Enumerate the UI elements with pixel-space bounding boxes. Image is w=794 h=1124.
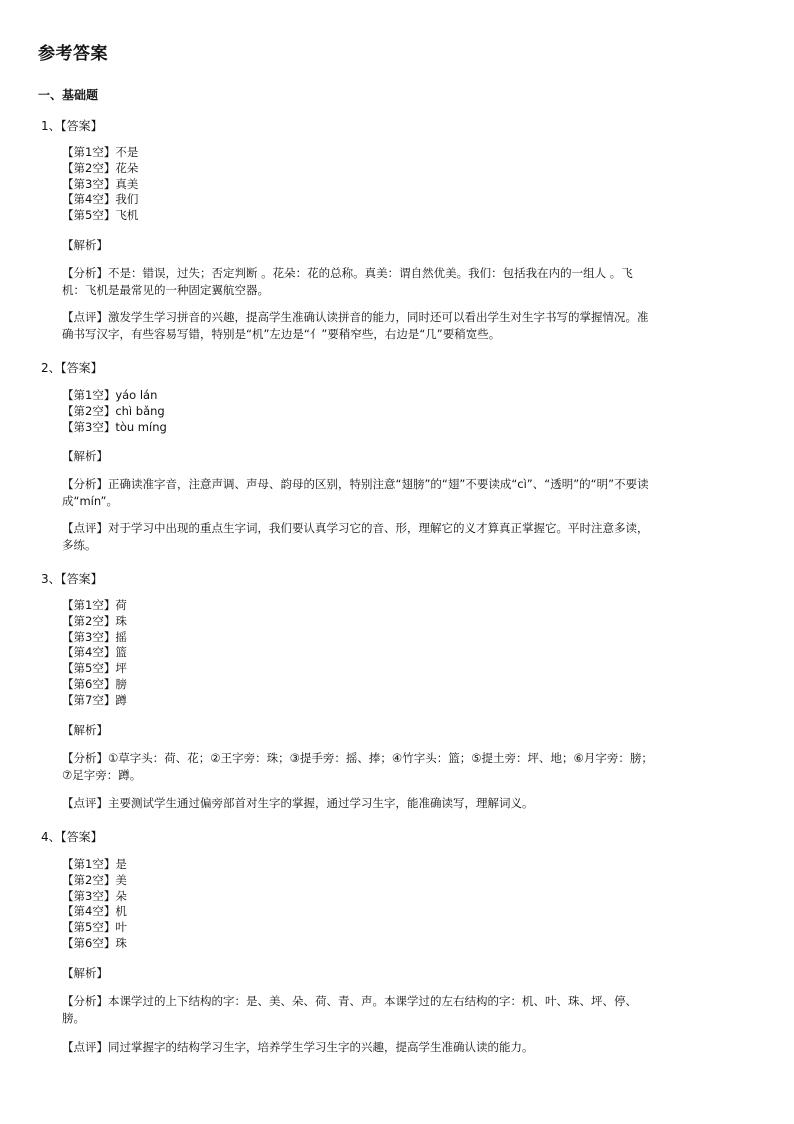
answer-blank: 【第1空】不是 xyxy=(62,145,139,159)
answer-blank: 【第3空】朵 xyxy=(62,888,127,903)
fenxi-line: 成“mín”。 xyxy=(62,493,118,508)
question-4-analysis-label: 【解析】 xyxy=(62,966,108,980)
answer-blank: 【第1空】是 xyxy=(62,857,127,871)
answer-blank: 【第3空】tòu míng xyxy=(62,419,167,434)
answer-blank: 【第1空】yáo lán xyxy=(62,388,158,402)
question-2-dianping xyxy=(62,520,712,553)
question-4-dianping xyxy=(62,1039,712,1056)
dianping-line: 【点评】同过掌握字的结构学习生字，培养学生学习生字的兴趣，提高学生准确认读的能力。 xyxy=(62,1040,534,1054)
dianping-line: 【点评】对于学习中出现的重点生字词，我们要认真学习它的音、形，理解它的义才算真正掌握它。平时注意多读， xyxy=(62,521,649,535)
answer-blank: 【第4空】我们 xyxy=(62,192,139,207)
question-3-dianping xyxy=(62,795,712,812)
question-1-analysis-label: 【解析】 xyxy=(62,238,108,252)
answer-blank: 【第5空】飞机 xyxy=(62,208,139,223)
question-3-analysis-label: 【解析】 xyxy=(62,723,108,737)
dianping-line: 多练。 xyxy=(62,537,97,552)
question-2-analysis-label: 【解析】 xyxy=(62,449,108,463)
question-2-fenxi xyxy=(62,476,712,509)
answer-blank: 【第2空】chì bǎng xyxy=(62,403,165,418)
question-4-answers xyxy=(62,857,127,952)
dianping-line: 【点评】主要测试学生通过偏旁部首对生字的掌握，通过学习生字，能准确读写，理解词义。 xyxy=(62,796,534,810)
question-1-answers xyxy=(62,145,138,224)
fenxi-line: 【分析】①草字头：荷、花；②王字旁：珠；③提手旁：摇、捧；④竹字头：篮；⑤提土旁：坪、地；⑥月字旁：膀； xyxy=(62,751,653,765)
fenxi-line: ⑦足字旁：蹲。 xyxy=(62,767,142,782)
dianping-line: 确书写汉字，有些容易写错，特别是“机”左边是“亻”要稍窄些，右边是“几”要稍宽些。 xyxy=(62,326,501,341)
dianping-line: 【点评】激发学生学习拼音的兴趣，提高学生准确认读拼音的能力，同时还可以看出学生对生字书写的掌握情况。准 xyxy=(62,310,649,324)
fenxi-line: 膀。 xyxy=(62,1010,85,1025)
answer-blank: 【第1空】荷 xyxy=(62,598,127,612)
question-4-heading: 4、【答案】 xyxy=(41,830,103,844)
answer-blank: 【第3空】摇 xyxy=(62,629,127,644)
question-3-answers xyxy=(62,598,127,709)
answer-blank: 【第5空】叶 xyxy=(62,920,127,935)
question-4-fenxi xyxy=(62,993,712,1026)
question-1-fenxi xyxy=(62,265,712,298)
question-3-heading: 3、【答案】 xyxy=(41,572,103,586)
answer-blank: 【第2空】珠 xyxy=(62,613,127,628)
answer-blank: 【第6空】膀 xyxy=(62,676,127,691)
question-3-fenxi xyxy=(62,750,712,783)
answer-blank: 【第6空】珠 xyxy=(62,935,127,950)
question-1-dianping xyxy=(62,309,712,342)
question-1-heading: 1、【答案】 xyxy=(41,119,103,133)
answer-blank: 【第2空】美 xyxy=(62,872,127,887)
answer-blank: 【第3空】真美 xyxy=(62,176,139,191)
fenxi-line: 【分析】本课学过的上下结构的字：是、美、朵、荷、青、声。本课学过的左右结构的字：机、叶、珠、坪、停、 xyxy=(62,994,637,1008)
answer-blank: 【第2空】花朵 xyxy=(62,160,139,175)
page-title: 参考答案 xyxy=(38,44,108,64)
fenxi-line: 【分析】正确读准字音，注意声调、声母、韵母的区别，特别注意“翅膀”的“翅”不要读成“cì”、“透明”的“明”不要读 xyxy=(62,477,649,491)
answer-blank: 【第4空】机 xyxy=(62,904,127,919)
answer-blank: 【第7空】蹲 xyxy=(62,692,127,707)
fenxi-line: 【分析】不是：错误，过失；否定判断 。花朵：花的总称。真美：谓自然优美。我们：包括我在内的一组人 。飞 xyxy=(62,266,633,280)
answer-blank: 【第4空】篮 xyxy=(62,645,127,660)
fenxi-line: 机：飞机是最常见的一种固定翼航空器。 xyxy=(62,282,269,297)
question-2-heading: 2、【答案】 xyxy=(41,361,103,375)
section-title: 一、基础题 xyxy=(38,88,99,102)
question-2-answers xyxy=(62,388,167,435)
answer-blank: 【第5空】坪 xyxy=(62,661,127,676)
